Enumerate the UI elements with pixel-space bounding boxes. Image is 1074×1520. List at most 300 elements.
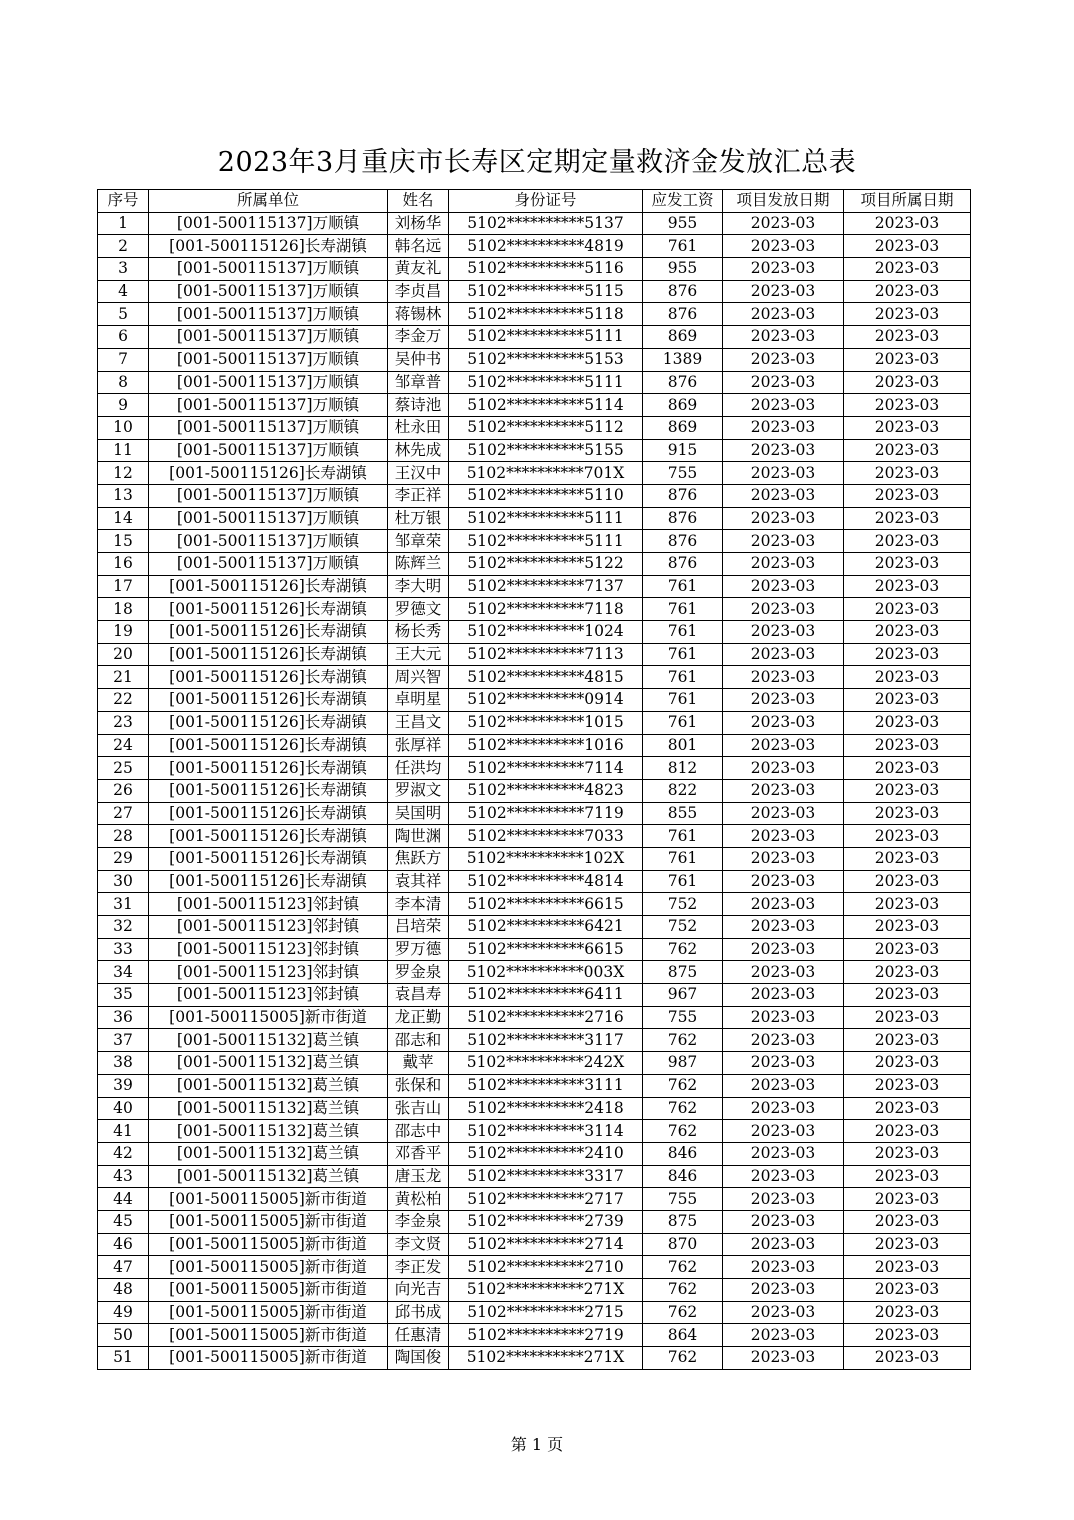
cell-unit: [001-500115137]万顺镇 — [149, 553, 388, 576]
cell-issue-date: 2023-03 — [723, 416, 844, 439]
cell-issue-date: 2023-03 — [723, 303, 844, 326]
cell-unit: [001-500115132]葛兰镇 — [149, 1074, 388, 1097]
cell-name: 韩名远 — [388, 235, 449, 258]
table-row — [98, 530, 971, 553]
cell-name: 邵志和 — [388, 1029, 449, 1052]
cell-amount: 762 — [643, 1097, 723, 1120]
cell-id-number: 5102**********6411 — [449, 984, 643, 1007]
cell-index: 31 — [98, 893, 149, 916]
cell-unit: [001-500115123]邻封镇 — [149, 916, 388, 939]
cell-issue-date: 2023-03 — [723, 530, 844, 553]
cell-index: 42 — [98, 1142, 149, 1165]
cell-name: 袁昌寿 — [388, 984, 449, 1007]
cell-id-number: 5102**********5111 — [449, 507, 643, 530]
cell-name: 黄松柏 — [388, 1188, 449, 1211]
cell-id-number: 5102**********4823 — [449, 779, 643, 802]
cell-period-date: 2023-03 — [844, 303, 971, 326]
cell-amount: 876 — [643, 507, 723, 530]
cell-index: 16 — [98, 553, 149, 576]
cell-id-number: 5102**********2739 — [449, 1210, 643, 1233]
cell-amount: 762 — [643, 1279, 723, 1302]
cell-unit: [001-500115137]万顺镇 — [149, 348, 388, 371]
cell-index: 27 — [98, 802, 149, 825]
relief-payment-table — [97, 189, 971, 1370]
cell-name: 张吉山 — [388, 1097, 449, 1120]
cell-index: 47 — [98, 1256, 149, 1279]
cell-period-date: 2023-03 — [844, 961, 971, 984]
cell-unit: [001-500115126]长寿湖镇 — [149, 825, 388, 848]
cell-amount: 801 — [643, 734, 723, 757]
cell-index: 40 — [98, 1097, 149, 1120]
cell-name: 刘杨华 — [388, 212, 449, 235]
cell-amount: 761 — [643, 643, 723, 666]
table-row — [98, 779, 971, 802]
cell-id-number: 5102**********7137 — [449, 575, 643, 598]
table-row — [98, 507, 971, 530]
cell-index: 9 — [98, 394, 149, 417]
cell-issue-date: 2023-03 — [723, 689, 844, 712]
cell-amount: 864 — [643, 1324, 723, 1347]
cell-name: 邹章普 — [388, 371, 449, 394]
cell-unit: [001-500115126]长寿湖镇 — [149, 462, 388, 485]
cell-unit: [001-500115126]长寿湖镇 — [149, 235, 388, 258]
cell-unit: [001-500115126]长寿湖镇 — [149, 643, 388, 666]
cell-name: 罗金泉 — [388, 961, 449, 984]
header-row — [98, 190, 971, 213]
page-title: 2023年3月重庆市长寿区定期定量救济金发放汇总表 — [217, 147, 857, 178]
cell-issue-date: 2023-03 — [723, 212, 844, 235]
cell-issue-date: 2023-03 — [723, 235, 844, 258]
cell-amount: 761 — [643, 235, 723, 258]
cell-period-date: 2023-03 — [844, 416, 971, 439]
cell-issue-date: 2023-03 — [723, 1233, 844, 1256]
cell-unit: [001-500115137]万顺镇 — [149, 530, 388, 553]
cell-period-date: 2023-03 — [844, 621, 971, 644]
cell-name: 李大明 — [388, 575, 449, 598]
cell-issue-date: 2023-03 — [723, 1324, 844, 1347]
cell-index: 30 — [98, 870, 149, 893]
cell-name: 王昌文 — [388, 711, 449, 734]
cell-id-number: 5102**********271X — [449, 1279, 643, 1302]
cell-name: 袁其祥 — [388, 870, 449, 893]
cell-unit: [001-500115126]长寿湖镇 — [149, 666, 388, 689]
cell-issue-date: 2023-03 — [723, 916, 844, 939]
cell-name: 李正祥 — [388, 484, 449, 507]
cell-period-date: 2023-03 — [844, 1142, 971, 1165]
cell-index: 22 — [98, 689, 149, 712]
cell-name: 陈辉兰 — [388, 553, 449, 576]
table-row — [98, 666, 971, 689]
cell-name: 焦跃方 — [388, 847, 449, 870]
cell-id-number: 5102**********2717 — [449, 1188, 643, 1211]
cell-name: 戴苹 — [388, 1052, 449, 1075]
table-row — [98, 689, 971, 712]
cell-index: 48 — [98, 1279, 149, 1302]
cell-name: 杨长秀 — [388, 621, 449, 644]
cell-issue-date: 2023-03 — [723, 825, 844, 848]
cell-name: 杜万银 — [388, 507, 449, 530]
cell-index: 39 — [98, 1074, 149, 1097]
cell-unit: [001-500115126]长寿湖镇 — [149, 689, 388, 712]
cell-unit: [001-500115132]葛兰镇 — [149, 1029, 388, 1052]
cell-amount: 870 — [643, 1233, 723, 1256]
cell-issue-date: 2023-03 — [723, 258, 844, 281]
cell-index: 46 — [98, 1233, 149, 1256]
table-row — [98, 1347, 971, 1370]
cell-issue-date: 2023-03 — [723, 802, 844, 825]
col-header-period-date: 项目所属日期 — [844, 190, 971, 213]
cell-name: 林先成 — [388, 439, 449, 462]
cell-unit: [001-500115132]葛兰镇 — [149, 1052, 388, 1075]
cell-name: 卓明星 — [388, 689, 449, 712]
cell-unit: [001-500115132]葛兰镇 — [149, 1097, 388, 1120]
cell-amount: 812 — [643, 757, 723, 780]
cell-id-number: 5102**********5137 — [449, 212, 643, 235]
cell-unit: [001-500115137]万顺镇 — [149, 258, 388, 281]
cell-amount: 761 — [643, 689, 723, 712]
cell-index: 3 — [98, 258, 149, 281]
cell-id-number: 5102**********7033 — [449, 825, 643, 848]
cell-unit: [001-500115126]长寿湖镇 — [149, 779, 388, 802]
cell-unit: [001-500115126]长寿湖镇 — [149, 598, 388, 621]
cell-amount: 762 — [643, 1029, 723, 1052]
cell-index: 4 — [98, 280, 149, 303]
cell-index: 33 — [98, 938, 149, 961]
col-header-unit: 所属单位 — [149, 190, 388, 213]
cell-issue-date: 2023-03 — [723, 507, 844, 530]
cell-id-number: 5102**********2410 — [449, 1142, 643, 1165]
table-row — [98, 711, 971, 734]
cell-index: 26 — [98, 779, 149, 802]
cell-issue-date: 2023-03 — [723, 1142, 844, 1165]
cell-amount: 876 — [643, 530, 723, 553]
table-row — [98, 462, 971, 485]
cell-amount: 761 — [643, 621, 723, 644]
cell-period-date: 2023-03 — [844, 1347, 971, 1370]
cell-id-number: 5102**********0914 — [449, 689, 643, 712]
cell-period-date: 2023-03 — [844, 1279, 971, 1302]
cell-issue-date: 2023-03 — [723, 961, 844, 984]
table-row — [98, 1006, 971, 1029]
cell-id-number: 5102**********5155 — [449, 439, 643, 462]
cell-amount: 762 — [643, 1347, 723, 1370]
table-row — [98, 235, 971, 258]
cell-name: 邱书成 — [388, 1301, 449, 1324]
cell-amount: 761 — [643, 847, 723, 870]
table-row — [98, 938, 971, 961]
col-header-issue-date: 项目发放日期 — [723, 190, 844, 213]
table-row — [98, 1233, 971, 1256]
cell-period-date: 2023-03 — [844, 1233, 971, 1256]
cell-period-date: 2023-03 — [844, 1188, 971, 1211]
table-row — [98, 1142, 971, 1165]
cell-id-number: 5102**********5112 — [449, 416, 643, 439]
cell-issue-date: 2023-03 — [723, 348, 844, 371]
cell-unit: [001-500115132]葛兰镇 — [149, 1120, 388, 1143]
cell-index: 21 — [98, 666, 149, 689]
cell-index: 14 — [98, 507, 149, 530]
cell-id-number: 5102**********3317 — [449, 1165, 643, 1188]
cell-id-number: 5102**********2716 — [449, 1006, 643, 1029]
cell-id-number: 5102**********4814 — [449, 870, 643, 893]
cell-period-date: 2023-03 — [844, 507, 971, 530]
cell-period-date: 2023-03 — [844, 825, 971, 848]
cell-id-number: 5102**********3111 — [449, 1074, 643, 1097]
cell-name: 陶世渊 — [388, 825, 449, 848]
table-row — [98, 1120, 971, 1143]
cell-issue-date: 2023-03 — [723, 575, 844, 598]
table-row — [98, 553, 971, 576]
table-row — [98, 1301, 971, 1324]
cell-id-number: 5102**********4815 — [449, 666, 643, 689]
cell-id-number: 5102**********102X — [449, 847, 643, 870]
cell-name: 蒋锡林 — [388, 303, 449, 326]
cell-id-number: 5102**********6421 — [449, 916, 643, 939]
cell-name: 龙正勤 — [388, 1006, 449, 1029]
cell-amount: 761 — [643, 598, 723, 621]
cell-amount: 761 — [643, 825, 723, 848]
cell-issue-date: 2023-03 — [723, 598, 844, 621]
cell-period-date: 2023-03 — [844, 666, 971, 689]
cell-index: 2 — [98, 235, 149, 258]
cell-unit: [001-500115005]新市街道 — [149, 1256, 388, 1279]
cell-unit: [001-500115126]长寿湖镇 — [149, 711, 388, 734]
cell-index: 1 — [98, 212, 149, 235]
cell-id-number: 5102**********1024 — [449, 621, 643, 644]
cell-name: 李金万 — [388, 326, 449, 349]
cell-amount: 876 — [643, 371, 723, 394]
cell-issue-date: 2023-03 — [723, 666, 844, 689]
cell-issue-date: 2023-03 — [723, 1029, 844, 1052]
cell-index: 10 — [98, 416, 149, 439]
cell-period-date: 2023-03 — [844, 326, 971, 349]
cell-index: 45 — [98, 1210, 149, 1233]
cell-name: 罗淑文 — [388, 779, 449, 802]
table-row — [98, 893, 971, 916]
cell-name: 李本清 — [388, 893, 449, 916]
table-row — [98, 961, 971, 984]
col-header-amount: 应发工资 — [643, 190, 723, 213]
cell-issue-date: 2023-03 — [723, 1210, 844, 1233]
cell-unit: [001-500115137]万顺镇 — [149, 303, 388, 326]
cell-unit: [001-500115137]万顺镇 — [149, 394, 388, 417]
cell-id-number: 5102**********5111 — [449, 371, 643, 394]
cell-index: 41 — [98, 1120, 149, 1143]
cell-name: 邓香平 — [388, 1142, 449, 1165]
table-row — [98, 212, 971, 235]
table-row — [98, 1029, 971, 1052]
cell-amount: 762 — [643, 1301, 723, 1324]
cell-name: 罗德文 — [388, 598, 449, 621]
cell-index: 6 — [98, 326, 149, 349]
cell-index: 35 — [98, 984, 149, 1007]
table-row — [98, 643, 971, 666]
cell-period-date: 2023-03 — [844, 598, 971, 621]
cell-id-number: 5102**********1015 — [449, 711, 643, 734]
table-row — [98, 575, 971, 598]
cell-name: 李金泉 — [388, 1210, 449, 1233]
cell-id-number: 5102**********5111 — [449, 530, 643, 553]
cell-amount: 762 — [643, 938, 723, 961]
cell-issue-date: 2023-03 — [723, 280, 844, 303]
cell-amount: 876 — [643, 280, 723, 303]
table-row — [98, 394, 971, 417]
cell-amount: 915 — [643, 439, 723, 462]
cell-issue-date: 2023-03 — [723, 1347, 844, 1370]
cell-period-date: 2023-03 — [844, 575, 971, 598]
cell-issue-date: 2023-03 — [723, 870, 844, 893]
cell-amount: 761 — [643, 575, 723, 598]
cell-unit: [001-500115137]万顺镇 — [149, 371, 388, 394]
cell-unit: [001-500115126]长寿湖镇 — [149, 734, 388, 757]
cell-amount: 876 — [643, 553, 723, 576]
cell-period-date: 2023-03 — [844, 734, 971, 757]
cell-index: 5 — [98, 303, 149, 326]
cell-period-date: 2023-03 — [844, 1074, 971, 1097]
cell-amount: 822 — [643, 779, 723, 802]
cell-id-number: 5102**********003X — [449, 961, 643, 984]
cell-name: 蔡诗池 — [388, 394, 449, 417]
cell-index: 34 — [98, 961, 149, 984]
cell-id-number: 5102**********5153 — [449, 348, 643, 371]
cell-period-date: 2023-03 — [844, 757, 971, 780]
cell-issue-date: 2023-03 — [723, 757, 844, 780]
cell-issue-date: 2023-03 — [723, 462, 844, 485]
cell-amount: 752 — [643, 916, 723, 939]
table-row — [98, 802, 971, 825]
table-row — [98, 1165, 971, 1188]
cell-id-number: 5102**********2715 — [449, 1301, 643, 1324]
cell-index: 32 — [98, 916, 149, 939]
cell-unit: [001-500115137]万顺镇 — [149, 507, 388, 530]
cell-period-date: 2023-03 — [844, 484, 971, 507]
cell-name: 周兴智 — [388, 666, 449, 689]
cell-name: 黄友礼 — [388, 258, 449, 281]
table-row — [98, 1324, 971, 1347]
cell-period-date: 2023-03 — [844, 689, 971, 712]
cell-name: 唐玉龙 — [388, 1165, 449, 1188]
table-row — [98, 984, 971, 1007]
cell-unit: [001-500115005]新市街道 — [149, 1233, 388, 1256]
cell-unit: [001-500115123]邻封镇 — [149, 938, 388, 961]
cell-id-number: 5102**********6615 — [449, 938, 643, 961]
cell-index: 13 — [98, 484, 149, 507]
cell-name: 任惠清 — [388, 1324, 449, 1347]
cell-id-number: 5102**********4819 — [449, 235, 643, 258]
cell-issue-date: 2023-03 — [723, 1120, 844, 1143]
cell-id-number: 5102**********5118 — [449, 303, 643, 326]
table-row — [98, 621, 971, 644]
table-row — [98, 1097, 971, 1120]
table-row — [98, 416, 971, 439]
cell-amount: 762 — [643, 1074, 723, 1097]
cell-issue-date: 2023-03 — [723, 1074, 844, 1097]
table-row — [98, 825, 971, 848]
table-row — [98, 1210, 971, 1233]
cell-id-number: 5102**********2719 — [449, 1324, 643, 1347]
cell-id-number: 5102**********7118 — [449, 598, 643, 621]
cell-unit: [001-500115126]长寿湖镇 — [149, 870, 388, 893]
cell-amount: 1389 — [643, 348, 723, 371]
cell-amount: 876 — [643, 303, 723, 326]
cell-name: 向光吉 — [388, 1279, 449, 1302]
cell-period-date: 2023-03 — [844, 394, 971, 417]
cell-issue-date: 2023-03 — [723, 711, 844, 734]
cell-period-date: 2023-03 — [844, 984, 971, 1007]
cell-unit: [001-500115126]长寿湖镇 — [149, 802, 388, 825]
cell-period-date: 2023-03 — [844, 371, 971, 394]
cell-period-date: 2023-03 — [844, 802, 971, 825]
cell-name: 李文贤 — [388, 1233, 449, 1256]
cell-issue-date: 2023-03 — [723, 847, 844, 870]
cell-period-date: 2023-03 — [844, 1097, 971, 1120]
cell-id-number: 5102**********2714 — [449, 1233, 643, 1256]
table-row — [98, 280, 971, 303]
cell-index: 19 — [98, 621, 149, 644]
cell-name: 邹章荣 — [388, 530, 449, 553]
cell-name: 李贞昌 — [388, 280, 449, 303]
table-row — [98, 847, 971, 870]
cell-amount: 987 — [643, 1052, 723, 1075]
cell-amount: 955 — [643, 258, 723, 281]
cell-period-date: 2023-03 — [844, 1165, 971, 1188]
cell-id-number: 5102**********242X — [449, 1052, 643, 1075]
cell-unit: [001-500115126]长寿湖镇 — [149, 847, 388, 870]
table-row — [98, 371, 971, 394]
cell-period-date: 2023-03 — [844, 893, 971, 916]
cell-issue-date: 2023-03 — [723, 1301, 844, 1324]
table-row — [98, 757, 971, 780]
cell-amount: 955 — [643, 212, 723, 235]
cell-period-date: 2023-03 — [844, 870, 971, 893]
cell-unit: [001-500115126]长寿湖镇 — [149, 575, 388, 598]
cell-unit: [001-500115005]新市街道 — [149, 1006, 388, 1029]
cell-id-number: 5102**********5110 — [449, 484, 643, 507]
table-row — [98, 258, 971, 281]
cell-unit: [001-500115137]万顺镇 — [149, 416, 388, 439]
cell-id-number: 5102**********7119 — [449, 802, 643, 825]
cell-issue-date: 2023-03 — [723, 1279, 844, 1302]
cell-issue-date: 2023-03 — [723, 394, 844, 417]
cell-unit: [001-500115137]万顺镇 — [149, 280, 388, 303]
table-row — [98, 598, 971, 621]
cell-amount: 755 — [643, 1188, 723, 1211]
cell-issue-date: 2023-03 — [723, 621, 844, 644]
cell-id-number: 5102**********1016 — [449, 734, 643, 757]
cell-id-number: 5102**********3114 — [449, 1120, 643, 1143]
cell-period-date: 2023-03 — [844, 1052, 971, 1075]
cell-index: 7 — [98, 348, 149, 371]
cell-name: 邵志中 — [388, 1120, 449, 1143]
cell-issue-date: 2023-03 — [723, 643, 844, 666]
cell-period-date: 2023-03 — [844, 916, 971, 939]
cell-id-number: 5102**********701X — [449, 462, 643, 485]
cell-amount: 755 — [643, 1006, 723, 1029]
cell-unit: [001-500115137]万顺镇 — [149, 439, 388, 462]
cell-unit: [001-500115005]新市街道 — [149, 1301, 388, 1324]
cell-period-date: 2023-03 — [844, 1029, 971, 1052]
cell-unit: [001-500115137]万顺镇 — [149, 326, 388, 349]
cell-issue-date: 2023-03 — [723, 1097, 844, 1120]
table-row — [98, 439, 971, 462]
cell-issue-date: 2023-03 — [723, 326, 844, 349]
table-row — [98, 734, 971, 757]
cell-name: 李正发 — [388, 1256, 449, 1279]
cell-amount: 875 — [643, 961, 723, 984]
cell-id-number: 5102**********2418 — [449, 1097, 643, 1120]
table-body — [98, 212, 971, 1369]
cell-index: 25 — [98, 757, 149, 780]
